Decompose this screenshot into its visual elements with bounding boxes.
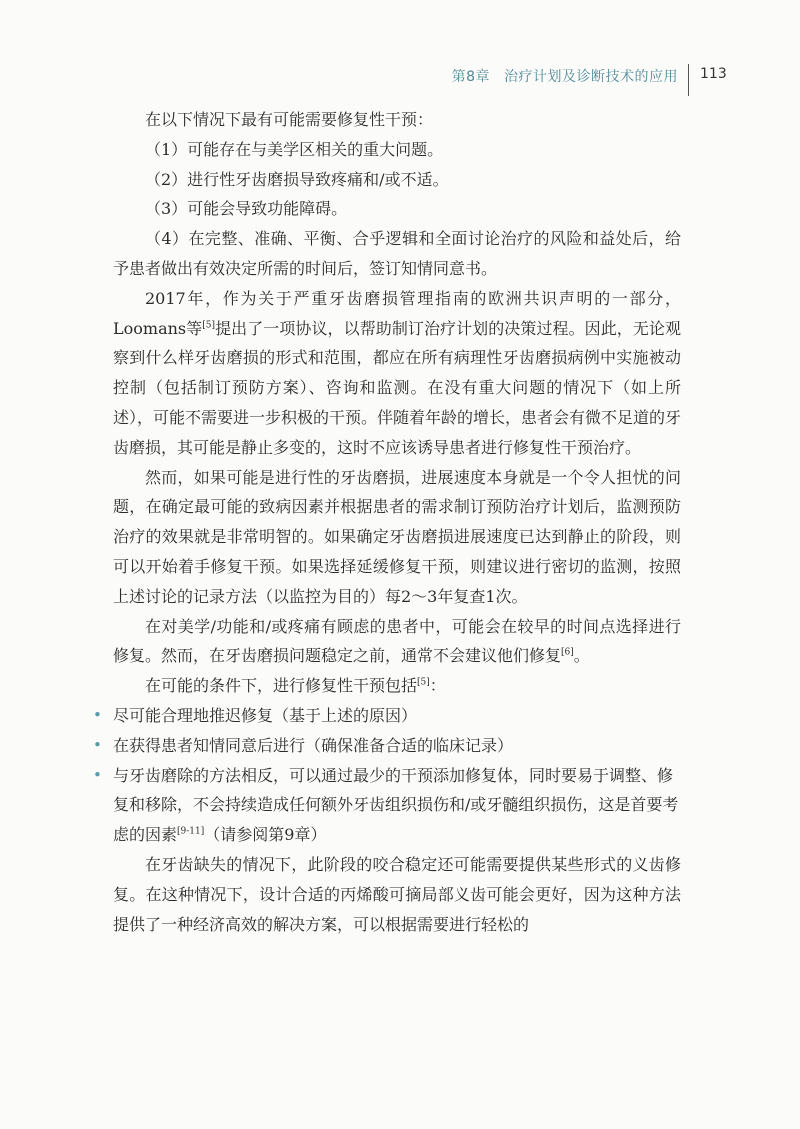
paragraph-aesthetic-text-a: 在对美学/功能和/或疼痛有顾虑的患者中，可能会在较早的时间点选择进行修复。然而，在牙齿磨损问题稳定之前，通常不会建议他们修复: [113, 616, 681, 666]
citation-6: [6]: [561, 648, 574, 659]
numbered-item-4: （4）在完整、准确、平衡、合乎逻辑和全面讨论治疗的风险和益处后，给予患者做出有效决定所需的时间后，签订知情同意书。: [113, 229, 681, 278]
interventions-intro-text-b: ：: [429, 676, 446, 696]
bullet-icon: •: [93, 705, 102, 724]
list-item-text: 尽可能合理地推迟修复（基于上述的原因）: [113, 705, 418, 725]
paragraph-loomans-text-a: 2017年，作为关于严重牙齿磨损管理指南的欧洲共识声明的一部分，Loomans等: [113, 288, 681, 338]
paragraph-intro: 在以下情况下最有可能需要修复性干预：: [145, 110, 434, 129]
interventions-intro-text-a: 在可能的条件下，进行修复性干预包括: [145, 676, 418, 696]
numbered-item-2: （2）进行性牙齿磨损导致疼痛和/或不适。: [145, 169, 449, 189]
numbered-item-3: （3）可能会导致功能障碍。: [145, 199, 348, 219]
numbered-item-1: （1）可能存在与美学区相关的重大问题。: [145, 139, 444, 159]
citation-5b: [5]: [417, 677, 430, 688]
list-item: [93, 701, 681, 731]
list-item-text: 与牙齿磨除的方法相反，可以通过最少的干预添加修复体，同时要易于调整、修复和移除，不会持续造成任何额外牙齿组织损伤和/或牙髓组织损伤，这是首要考虑的因素: [113, 765, 679, 845]
paragraph-aesthetic-text-b: 。: [573, 646, 590, 666]
header-divider: [688, 64, 689, 96]
citation-9-11: [9-11]: [177, 826, 205, 837]
paragraph-loomans: [113, 284, 681, 463]
list-item-text-b: （请参阅第9章）: [204, 825, 327, 845]
bullet-icon: •: [93, 765, 102, 784]
paragraph-aesthetic-concern: [113, 612, 681, 672]
bullet-icon: •: [93, 735, 102, 754]
list-item: [93, 761, 681, 850]
paragraph-missing-teeth: 在牙齿缺失的情况下，此阶段的咬合稳定还可能需要提供某些形式的义齿修复。在这种情况下，设计合适的丙烯酸可摘局部义齿可能会更好，因为这种方法提供了一种经济高效的解决方案，可以根据需要进行轻松的: [113, 854, 681, 934]
paragraph-progressive-wear: 然而，如果可能是进行性的牙齿磨损，进展速度本身就是一个令人担忧的问题，在确定最可能的致病因素并根据患者的需求制订预防治疗计划后，监测预防治疗的效果就是非常明智的。如果确定牙齿磨损进展速度已达到静止的阶段，则可以开始着手修复干预。如果选择延缓修复干预，则建议进行密切的监测，按照上述讨论的记录方法（以监控为目的）每2～3年复查1次。: [113, 467, 681, 606]
paragraph-interventions-intro: [113, 671, 681, 701]
list-item: [93, 731, 681, 761]
chapter-label: 第8章: [451, 69, 490, 85]
running-header: [0, 64, 800, 94]
chapter-title: 治疗计划及诊断技术的应用: [504, 69, 678, 85]
citation-5: [5]: [202, 320, 216, 331]
list-item-text: 在获得患者知情同意后进行（确保准备合适的临床记录）: [113, 735, 514, 755]
intervention-list: [93, 701, 681, 850]
header-chapter-title: [452, 66, 678, 86]
paragraph-loomans-text-b: 提出了一项协议，以帮助制订治疗计划的决策过程。因此，无论观察到什么样牙齿磨损的形式和范围，都应在所有病理性牙齿磨损病例中实施被动控制（包括制订预防方案）、咨询和监测。在没有重大问题的情况下（如上所述），可能不需要进一步积极的干预。伴随着年龄的增长，患者会有微不足道的牙齿磨损，其可能是静止多变的，这时不应该诱导患者进行修复性干预治疗。: [113, 318, 682, 457]
page-number: 113: [700, 66, 727, 82]
body-text: [93, 105, 682, 939]
